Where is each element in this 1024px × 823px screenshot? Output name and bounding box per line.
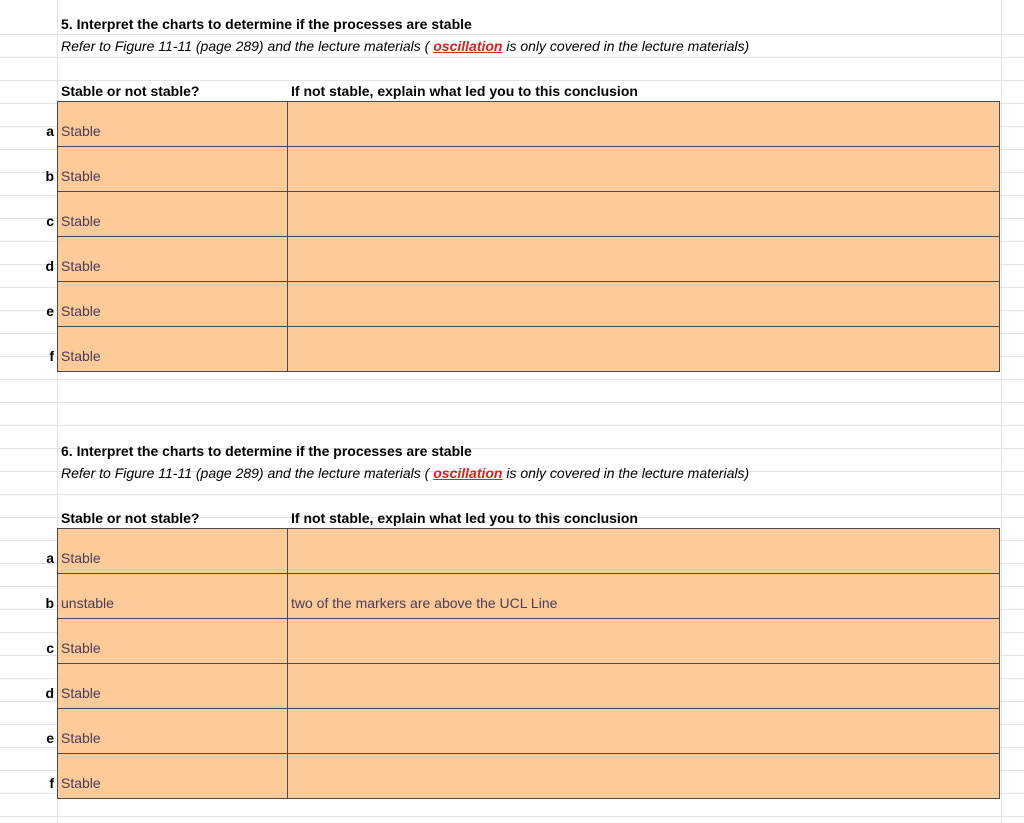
row-letter: b — [45, 168, 54, 184]
row-letter: a — [46, 550, 54, 566]
column-header-explanation: If not stable, explain what led you to this conclusion — [291, 510, 638, 526]
section-5-title: 5. Interpret the charts to determine if the processes are stable — [61, 16, 472, 32]
table-row — [45, 237, 999, 282]
row-letter: d — [45, 258, 54, 274]
row-letter: f — [49, 775, 54, 791]
subtitle-text-pre: Refer to Figure 11-11 (page 289) and the lecture materials ( — [61, 38, 434, 54]
section-6-subtitle — [61, 465, 749, 481]
table-row — [46, 709, 999, 754]
row-letter: a — [46, 123, 54, 139]
table-row — [45, 147, 999, 192]
subtitle-text-post: is only covered in the lecture materials) — [502, 465, 750, 481]
status-cell[interactable]: Stable — [58, 237, 288, 281]
table-row — [45, 574, 999, 619]
subtitle-highlight: oscillation — [433, 38, 503, 54]
row-letter: e — [46, 303, 54, 319]
status-cell[interactable]: Stable — [58, 754, 288, 798]
answer-table — [45, 528, 1000, 799]
table-row — [45, 664, 999, 709]
row-letter: d — [45, 685, 54, 701]
explanation-cell[interactable] — [288, 754, 999, 798]
explanation-cell[interactable] — [288, 282, 999, 326]
status-cell[interactable]: Stable — [58, 709, 288, 753]
status-cell[interactable]: Stable — [58, 102, 288, 146]
table-row — [49, 754, 999, 798]
table-row — [46, 282, 999, 327]
section-6-title: 6. Interpret the charts to determine if the processes are stable — [61, 443, 472, 459]
explanation-cell[interactable]: two of the markers are above the UCL Line — [288, 574, 999, 618]
explanation-cell[interactable] — [288, 619, 999, 663]
status-cell[interactable]: Stable — [58, 664, 288, 708]
row-letter: c — [46, 640, 54, 656]
section-5-subtitle — [61, 38, 749, 54]
explanation-cell[interactable] — [288, 237, 999, 281]
subtitle-text-pre: Refer to Figure 11-11 (page 289) and the lecture materials ( — [61, 465, 434, 481]
status-cell[interactable]: Stable — [58, 529, 288, 573]
status-cell[interactable]: unstable — [58, 574, 288, 618]
explanation-cell[interactable] — [288, 709, 999, 753]
status-cell[interactable]: Stable — [58, 192, 288, 236]
explanation-cell[interactable] — [288, 102, 999, 146]
column-header-status: Stable or not stable? — [61, 83, 200, 99]
status-cell[interactable]: Stable — [58, 619, 288, 663]
status-cell[interactable]: Stable — [58, 327, 288, 371]
row-letter: b — [45, 595, 54, 611]
table-row — [46, 102, 999, 147]
column-header-explanation: If not stable, explain what led you to this conclusion — [291, 83, 638, 99]
row-letter: e — [46, 730, 54, 746]
explanation-cell[interactable] — [288, 664, 999, 708]
column-header-status: Stable or not stable? — [61, 510, 200, 526]
explanation-cell[interactable] — [288, 327, 999, 371]
status-cell[interactable]: Stable — [58, 147, 288, 191]
column-gridline — [1001, 0, 1002, 823]
table-row — [49, 327, 999, 371]
row-letter: c — [46, 213, 54, 229]
status-cell[interactable]: Stable — [58, 282, 288, 326]
table-row — [46, 619, 999, 664]
answer-table — [45, 101, 1000, 372]
explanation-cell[interactable] — [288, 192, 999, 236]
explanation-cell[interactable] — [288, 529, 999, 573]
table-row — [46, 529, 999, 574]
subtitle-text-post: is only covered in the lecture materials) — [502, 38, 750, 54]
row-letter: f — [49, 348, 54, 364]
table-row — [46, 192, 999, 237]
subtitle-highlight: oscillation — [433, 465, 503, 481]
explanation-cell[interactable] — [288, 147, 999, 191]
